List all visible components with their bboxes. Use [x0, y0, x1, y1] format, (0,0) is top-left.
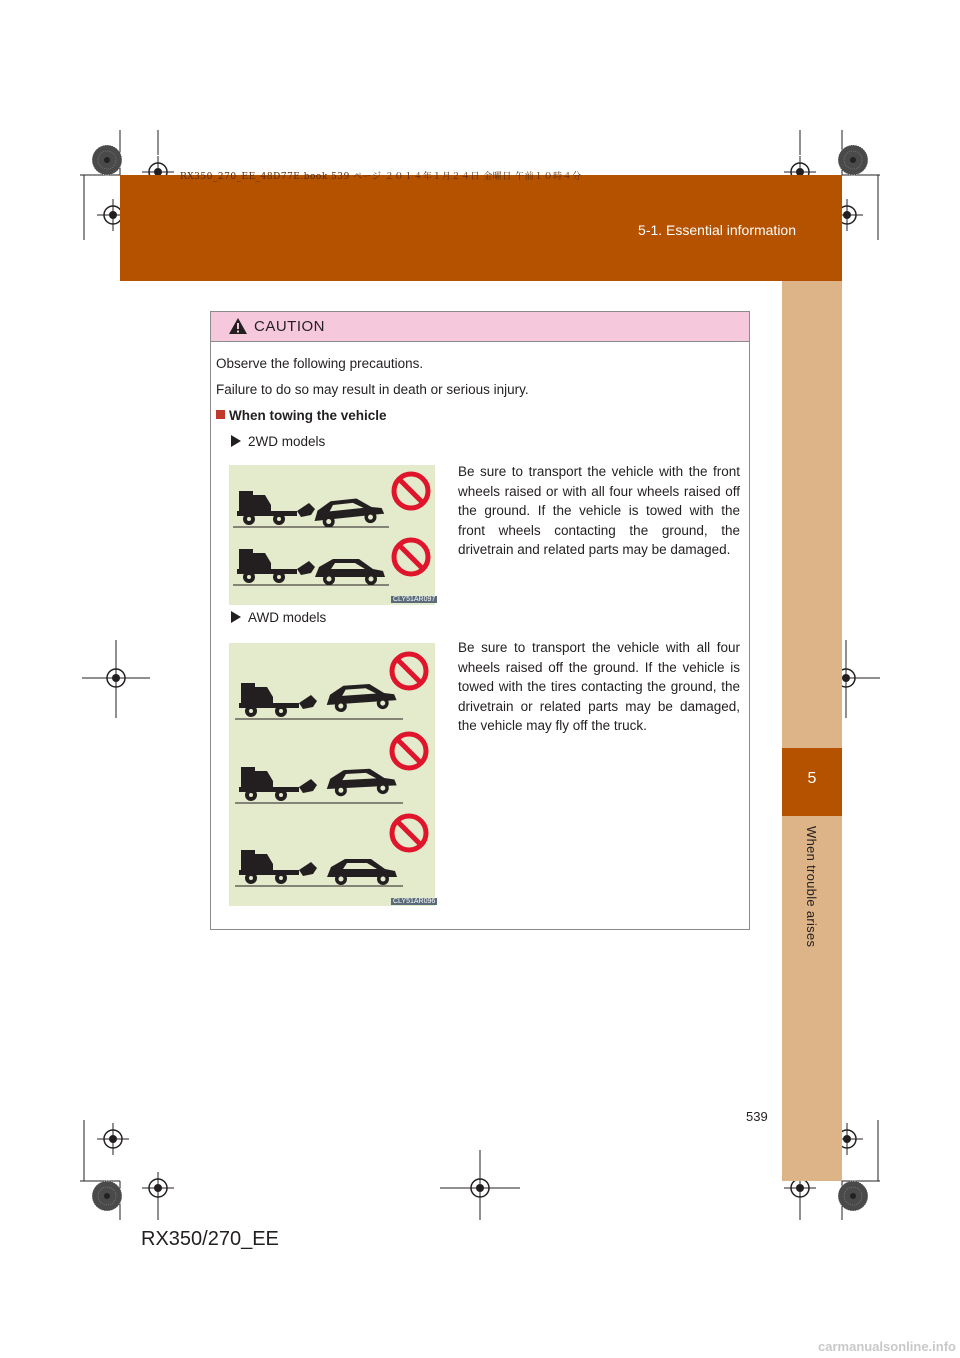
warning-triangle-icon [228, 317, 248, 335]
car-icon [326, 767, 397, 797]
prohibited-icon [392, 654, 426, 688]
page-number: 539 [746, 1109, 768, 1124]
side-strip [782, 281, 842, 1181]
towing-illustration-awd [229, 643, 435, 906]
description-2wd: Be sure to transport the vehicle with the front wheels raised or with all four wheels raised off the ground. If the vehicle is towed with the front wheels contacting the ground, the drivetrain and related parts may be damaged. [458, 464, 740, 557]
model-label-2wd: 2WD models [231, 432, 325, 452]
caution-title: CAUTION [254, 318, 325, 335]
figure-code-2wd: CLY51AR097 [393, 596, 436, 603]
car-icon [325, 682, 397, 713]
prohibited-icon [392, 734, 426, 768]
tow-truck-icon [237, 491, 315, 525]
intro-line-1: Observe the following precautions. [216, 356, 424, 371]
car-icon [313, 496, 385, 529]
car-icon [315, 559, 385, 585]
prohibited-icon [394, 540, 428, 574]
prohibited-icon [392, 816, 426, 850]
intro-line-2: Failure to do so may result in death or serious injury. [216, 382, 529, 397]
book-stamp: RX350_270_EE_48D77E.book 539 ページ ２０１４年１月２４日 金曜日 午前１０時４分 [180, 172, 582, 182]
towing-illustration-2wd [229, 465, 435, 605]
triangle-bullet-icon [231, 435, 241, 447]
tow-truck-icon [239, 850, 317, 884]
figure-code-awd: CLY51AR096 [393, 898, 436, 905]
watermark: carmanualsonline.info [818, 1339, 956, 1354]
tow-truck-icon [239, 683, 317, 717]
triangle-bullet-icon [231, 611, 241, 623]
section-title: 5-1. Essential information [638, 222, 796, 238]
tow-truck-icon [239, 767, 317, 801]
description-awd: Be sure to transport the vehicle with all four wheels raised off the ground. If the vehicle is towed with the tires contacting the ground, the drivetrain or related parts may be damaged, the vehicle may fly off the truck. [458, 640, 740, 733]
chapter-number: 5 [807, 770, 817, 787]
square-bullet-icon [216, 410, 225, 419]
model-label-awd: AWD models [231, 608, 326, 628]
chapter-label: When trouble arises [804, 826, 819, 948]
model-code: RX350/270_EE [141, 1228, 279, 1250]
prohibited-icon [394, 474, 428, 508]
tow-truck-icon [237, 549, 315, 583]
car-icon [327, 859, 397, 885]
subheading: When towing the vehicle [216, 406, 387, 426]
